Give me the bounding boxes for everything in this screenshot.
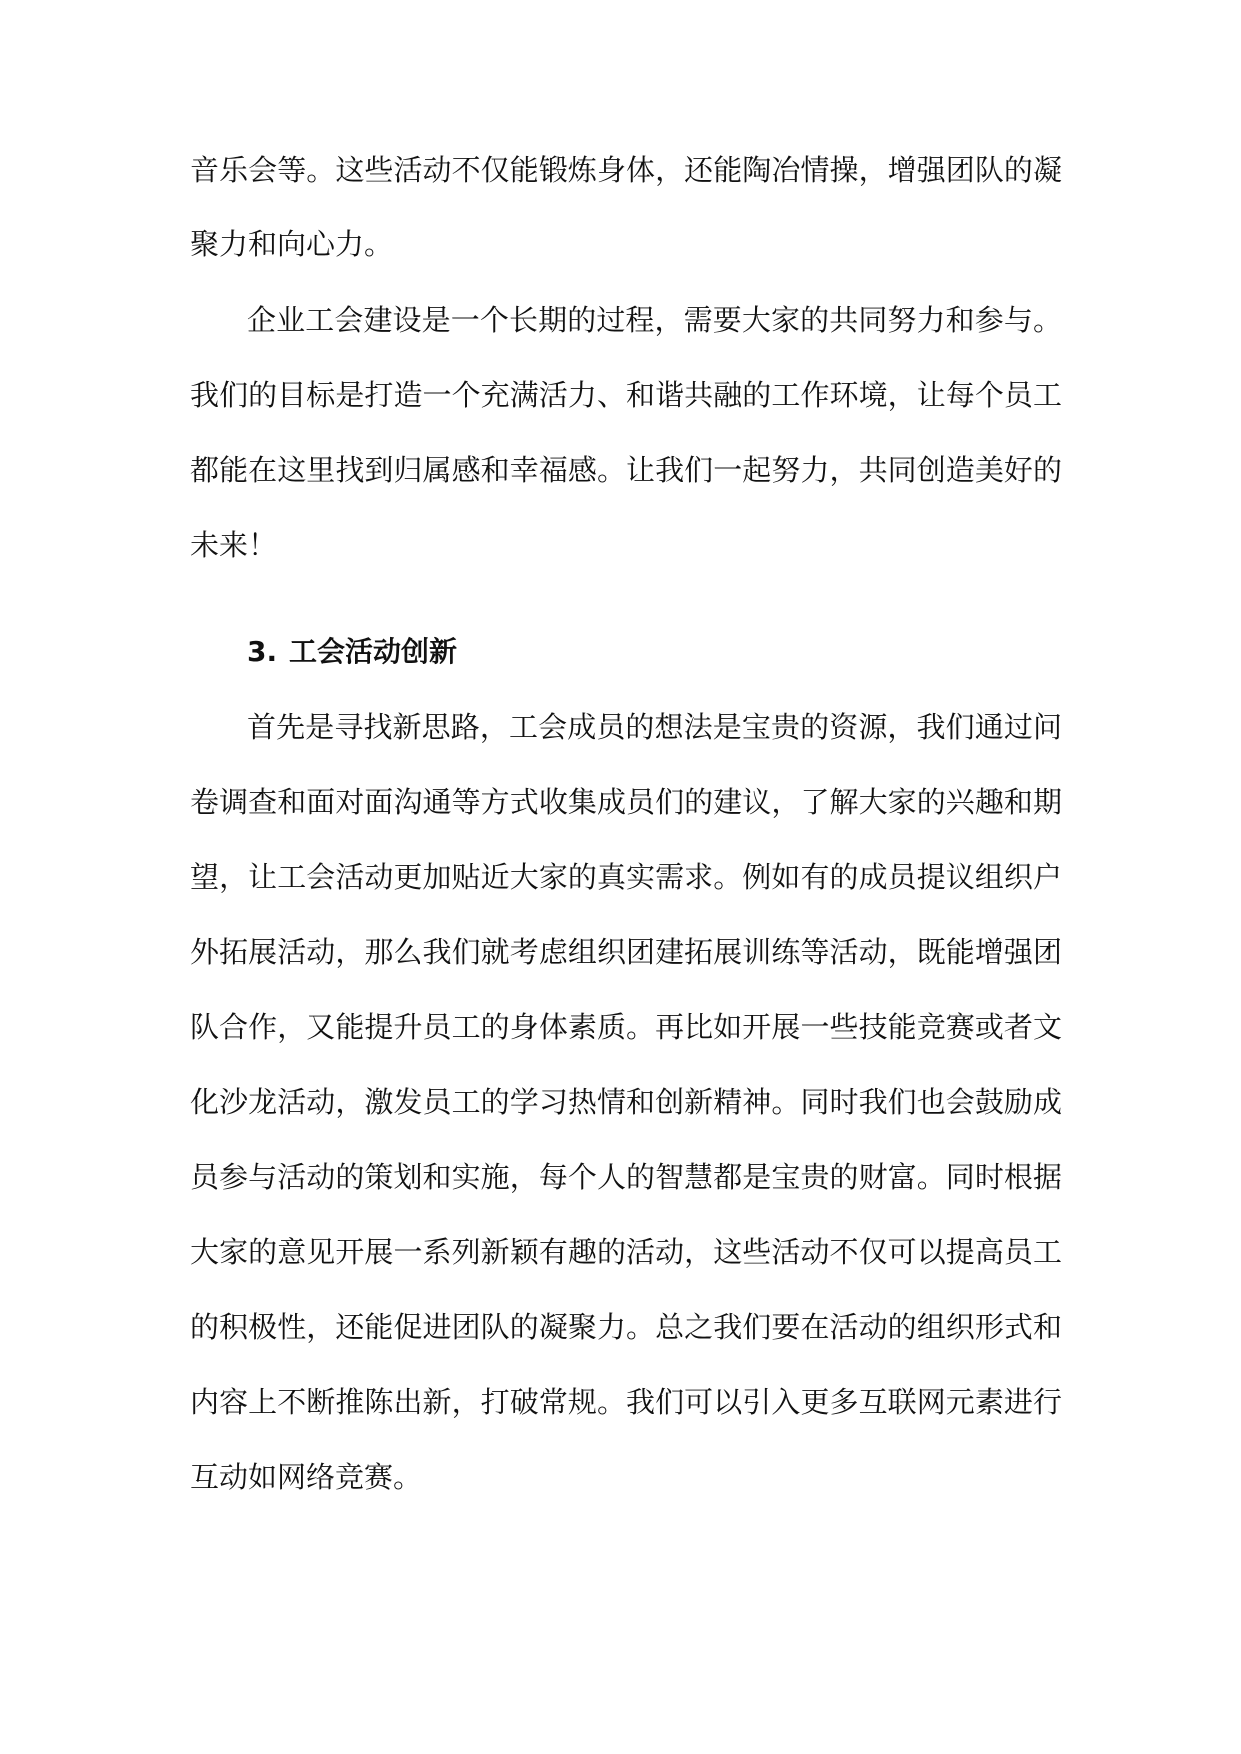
- paragraph-line: 望，让工会活动更加贴近大家的真实需求。例如有的成员提议组织户: [190, 860, 1062, 894]
- paragraph-line: 内容上不断推陈出新，打破常规。我们可以引入更多互联网元素进行: [190, 1385, 1062, 1419]
- paragraph-line: 外拓展活动，那么我们就考虑组织团建拓展训练等活动，既能增强团: [190, 935, 1062, 969]
- paragraph-line: 卷调查和面对面沟通等方式收集成员们的建议，了解大家的兴趣和期: [190, 785, 1062, 819]
- section-title: 工会活动创新: [289, 635, 458, 668]
- paragraph-line: 队合作，又能提升员工的身体素质。再比如开展一些技能竞赛或者文: [190, 1010, 1062, 1044]
- paragraph-line: 企业工会建设是一个长期的过程，需要大家的共同努力和参与。: [247, 303, 1062, 337]
- paragraph-line: 大家的意见开展一系列新颖有趣的活动，这些活动不仅可以提高员工: [190, 1235, 1062, 1269]
- paragraph-line: 化沙龙活动，激发员工的学习热情和创新精神。同时我们也会鼓励成: [190, 1085, 1062, 1119]
- section-number: 3.: [247, 635, 278, 668]
- paragraph-line: 音乐会等。这些活动不仅能锻炼身体，还能陶冶情操，增强团队的凝: [190, 153, 1062, 187]
- paragraph-line: 的积极性，还能促进团队的凝聚力。总之我们要在活动的组织形式和: [190, 1310, 1062, 1344]
- section-heading: [247, 632, 457, 672]
- paragraph-line: 员参与活动的策划和实施，每个人的智慧都是宝贵的财富。同时根据: [190, 1160, 1062, 1194]
- paragraph-line: 我们的目标是打造一个充满活力、和谐共融的工作环境，让每个员工: [190, 378, 1062, 412]
- paragraph-line: 未来！: [190, 528, 278, 562]
- paragraph-line: 互动如网络竞赛。: [190, 1460, 423, 1494]
- paragraph-line: 都能在这里找到归属感和幸福感。让我们一起努力，共同创造美好的: [190, 453, 1062, 487]
- paragraph-line: 首先是寻找新思路，工会成员的想法是宝贵的资源，我们通过问: [247, 710, 1062, 744]
- paragraph-line: 聚力和向心力。: [190, 227, 394, 261]
